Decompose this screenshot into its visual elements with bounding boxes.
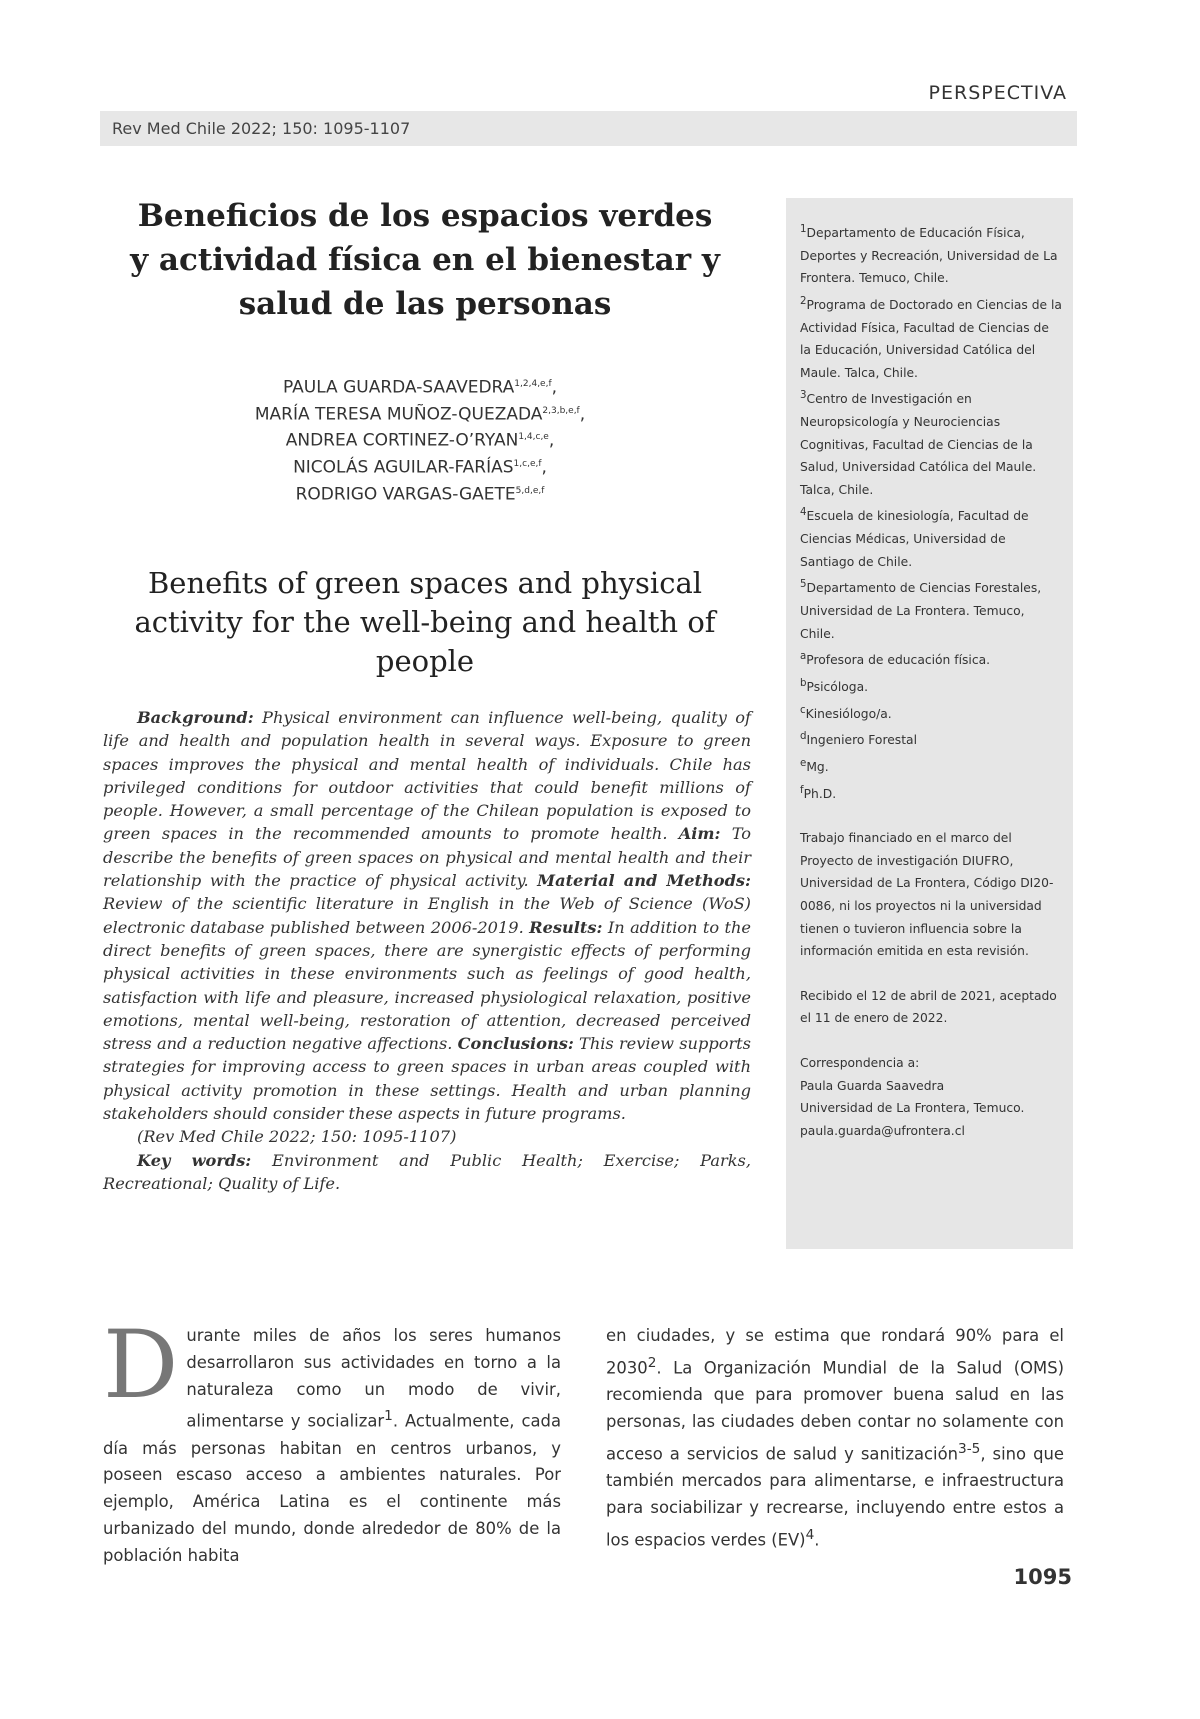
affiliations-sidebar [786, 198, 1073, 1249]
affiliation: $^2$Programa de Doctorado en Ciencias de la Actividad Física, Facultad de Ciencias de la Educación, Universidad Católica del Maule. Talca, Chile. [800, 294, 1062, 380]
author: MARÍA TERESA MUÑOZ-QUEZADA$^{2,3,b,e,f}$, [254, 404, 586, 425]
affiliation: $^f$Ph.D. [800, 783, 837, 801]
page-number: 1095 [1013, 1565, 1072, 1589]
affiliation: $^5$Departamento de Ciencias Forestales, Universidad de La Frontera. Temuco, Chile. [800, 578, 1042, 641]
citation-bar [100, 111, 1077, 146]
author: NICOLÁS AGUILAR-FARÍAS$^{1,c,e,f}$, [293, 457, 547, 478]
affiliation: $^1$Departamento de Educación Física, Deportes y Recreación, Universidad de La Frontera. Temuco, Chile. [800, 223, 1058, 286]
received-dates: Recibido el 12 de abril de 2021, aceptado el 11 de enero de 2022. [800, 988, 1057, 1026]
abstract [103, 706, 751, 1195]
journal-citation: Rev Med Chile 2022; 150: 1095-1107 [112, 119, 411, 138]
author: PAULA GUARDA-SAAVEDRA$^{1,2,4,e,f}$, [282, 377, 558, 398]
affiliation: $^4$Escuela de kinesiología, Facultad de Ciencias Médicas, Universidad de Santiago de Chile. [800, 506, 1029, 569]
drop-cap: D [103, 1311, 179, 1420]
abstract-body: Background: Physical environment can influence well-being, quality of life and health and population health in several ways. Exposure to green spaces improves the physical and mental health of individuals. Chile has privileged conditions for outdoor activities that could benefit millions of people. However, a small percentage of the Chilean population is exposed to green spaces in the recommended amounts to promote health. Aim: To describe the benefits of green spaces on physical and mental health and their relationship with the practice of physical activity. Material and Methods: Review of the scientific literature in English in the Web of Science (WoS) electronic database published between 2006-2019. Results: In addition to the direct benefits of green spaces, there are synergistic effects of performing physical activities in these environments such as feelings of good health, satisfaction with life and pleasure, increased physiological relaxation, positive emotions, mental well-being, restoration of attention, decreased perceived stress and a reduction negative affections. Conclusions: This review supports strategies for improving access to green spaces in urban areas coupled with physical activity promotion in these settings. Health and urban planning stakeholders should consider these aspects in future programs. [103, 708, 751, 1124]
body-paragraph: en ciudades, y se estima que rondará 90% para el 2030$^2$. La Organización Mundial de la Salud (OMS) recomienda que para promover buena salud en las personas, las ciudades deben contar no solamente con acceso a servicios de salud y sanitización$^{3-5}$, sino que también mercados para alimentarse, e infraestructura para sociabilizar y recrearse, incluyendo entre estos a los espacios verdes (EV)$^4$. [606, 1326, 1064, 1549]
body-column-left [103, 1311, 561, 1570]
correspondence-affiliation: Universidad de La Frontera, Temuco. [800, 1101, 1025, 1116]
body-column-right [606, 1323, 1064, 1554]
affiliation: $^d$Ingeniero Forestal [800, 730, 917, 748]
affiliation: $^b$Psicóloga. [800, 676, 869, 694]
affiliation: $^a$Profesora de educación física. [800, 650, 991, 668]
body-paragraph: Durante miles de años los seres humanos desarrollaron sus actividades en torno a la naturaleza como un modo de vivir, alimentarse y socializar$^1$. Actualmente, cada día más personas habitan en centros urbanos, y poseen escaso acceso a ambientes naturales. Por ejemplo, América Latina es el continente más urbanizado del mundo, donde alrededor de 80% de la población habita [103, 1311, 561, 1565]
author: RODRIGO VARGAS-GAETE$^{5,d,e,f}$ [295, 484, 545, 505]
affiliation: $^e$Mg. [800, 756, 829, 774]
correspondence-email: paula.guarda@ufrontera.cl [800, 1123, 965, 1138]
article-title-english: Benefits of green spaces and physical activity for the well-being and health of people [134, 566, 716, 678]
abstract-citation: (Rev Med Chile 2022; 150: 1095-1107) [137, 1127, 457, 1147]
keywords: Key words: Environment and Public Health; Exercise; Parks, Recreational; Quality of Life. [103, 1150, 751, 1193]
correspondence-label: Correspondencia a: [800, 1056, 920, 1071]
article-title-spanish: Beneficios de los espacios verdes y actividad física en el bienestar y salud de las personas [130, 198, 720, 322]
author: ANDREA CORTINEZ-O’RYAN$^{1,4,c,e}$, [285, 430, 555, 451]
funding-note: Trabajo financiado en el marco del Proyecto de investigación DIUFRO, Universidad de La Frontera, Código DI20-0086, ni los proyectos ni la universidad tienen o tuvieron influencia sobre la información emitida en esta revisión. [800, 831, 1054, 959]
affiliation: $^c$Kinesiólogo/a. [800, 703, 892, 721]
correspondence-name: Paula Guarda Saavedra [800, 1078, 945, 1093]
section-label: PERSPECTIVA [928, 82, 1067, 104]
author-list [150, 373, 690, 506]
affiliation: $^3$Centro de Investigación en Neuropsicología y Neurociencias Cognitivas, Facultad de Ciencias de la Salud, Universidad Católica del Maule. Talca, Chile. [800, 389, 1037, 497]
